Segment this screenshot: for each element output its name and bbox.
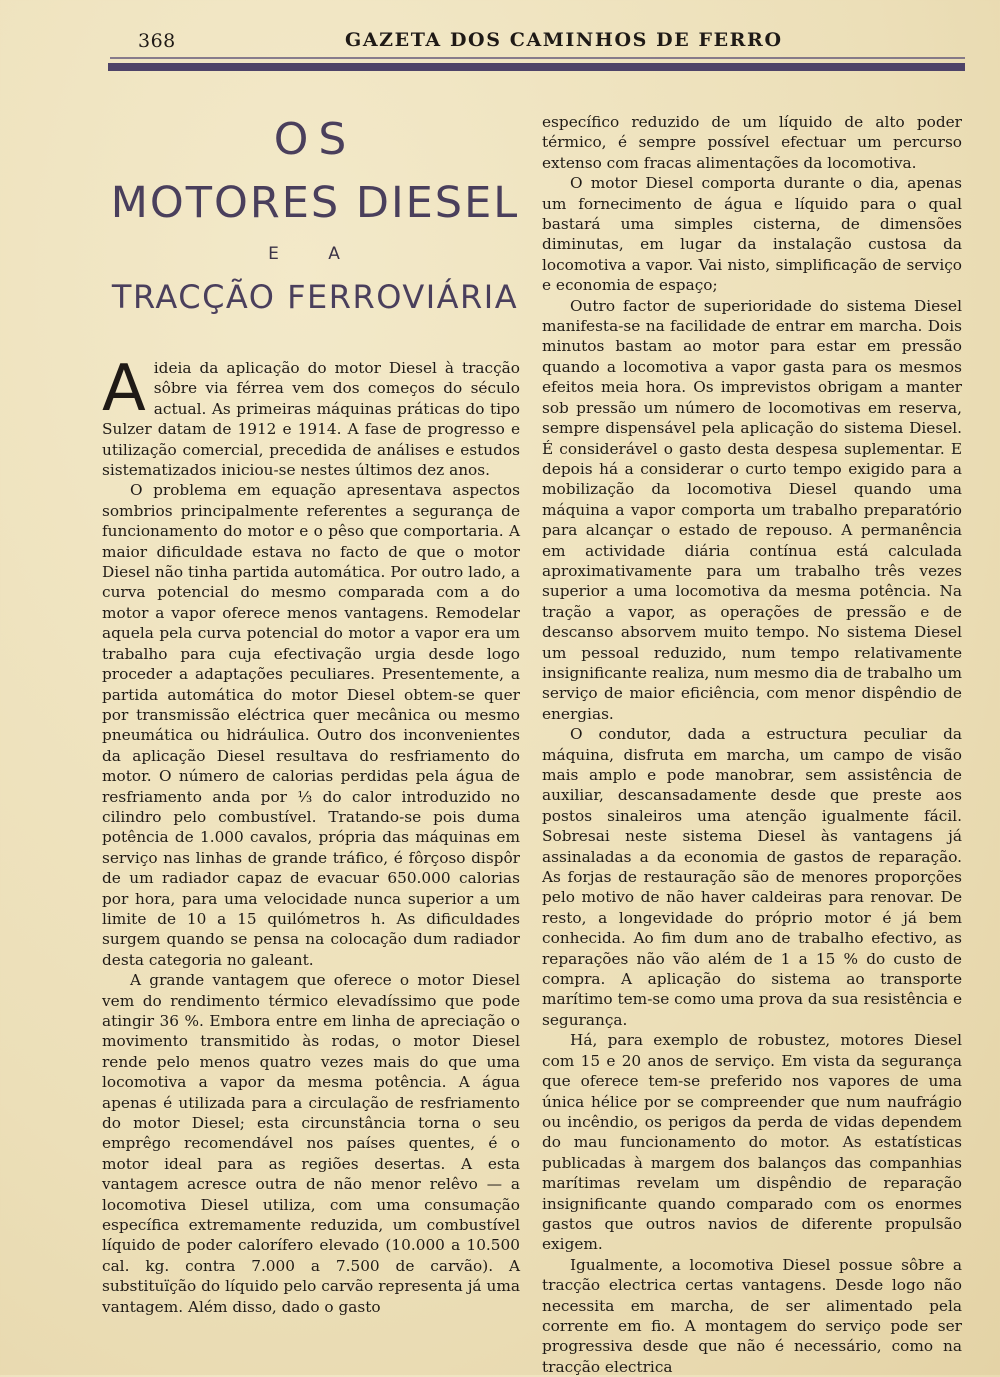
title-line-motores-diesel: MOTORES DIESEL [110, 178, 520, 228]
paragraph: O condutor, dada a estructura peculiar da máquina, disfruta em marcha, um campo de visão mais amplo e pode manobrar, sem assistência de auxiliar, descansadamente desde que preste aos postos sinaleiros uma atenção igualmente fácil. Sobresai neste sistema Diesel às vantagens já assinaladas a da economia de gastos de reparação. As forjas de restauração são de menores proporções pelo motivo de não haver caldeiras para renovar. De resto, a longevidade do próprio motor é já bem conhecida. Ao fim dum ano de trabalho efectivo, as reparações não vão além de 1 a 15 % do custo de compra. A aplicação do sistema ao transporte marítimo tem-se como uma prova da sua resistência e segurança. [542, 725, 962, 1029]
title-line-os: OS [273, 114, 357, 165]
drop-cap: A [102, 352, 146, 426]
page-number: 368 [138, 30, 176, 52]
paragraph-continued: específico reduzido de um líquido de alto poder térmico, é sempre possível efectuar um percurso extenso com fracas alimentações da locomotiva. [542, 113, 962, 172]
paragraph: Outro factor de superioridade do sistema Diesel manifesta-se na facilidade de entrar em marcha. Dois minutos bastam ao motor para estar em pressão quando a locomotiva a vapor gasta para os mesmos efeitos meia hora. Os imprevistos obrigam a manter sob pressão um número de locomotivas em reserva, sempre dispensável pela aplicação do sistema Diesel. É considerável o gasto desta despesa suplementar. E depois há a considerar o curto tempo exigido para a mobilização da locomotiva Diesel quando uma máquina a vapor comporta um trabalho preparatório para alcançar o estado de repouso. A permanência em actividade diária contínua está calculada aproximativamente para um trabalho três vezes superior a uma locomotiva da mesma potência. Na tração a vapor, as operações de pressão e de descanso absorvem muito tempo. No sistema Diesel um pessoal reduzido, num tempo relativamente insignificante realiza, num mesmo dia de trabalho um serviço de maior eficiência, com menor dispêndio de energias. [542, 296, 962, 723]
paragraph: Igualmente, a locomotiva Diesel possue sôbre a tracção electrica certas vantagens. Desde logo não necessita em marcha, de ser alimentado pela corrente em fio. A montagem do serviço pode ser progressiva desde que não é necessário, como na tracção electrica [542, 1255, 962, 1376]
title-line-traccao-ferroviaria: TRACÇÃO FERROVIÁRIA [111, 278, 519, 316]
paragraph: O problema em equação apresentava aspectos sombrios principalmente referentes a segurança de funcionamento do motor e o pêso que comportaria. A maior dificuldade estava no facto de que o motor Diesel não tinha partida automática. Por outro lado, a curva potencial do mesmo comparada com a do motor a vapor oferece menos vantagens. Remodelar aquela pela curva potencial do motor a vapor era um trabalho para cuja efectivação urgia desde logo proceder a adaptações peculiares. Presentemente, a partida automática do motor Diesel obtem-se quer por transmissão eléctrica quer mecânica ou mesmo pneumática ou hidráulica. Outro dos inconvenientes da aplicação Diesel resultava do resfriamento do motor. O número de calorias perdidas pela água de resfriamento anda por ⅓ do calor introduzido no cilindro pelo combustível. Tratando-se pois duma potência de 1.000 cavalos, própria das máquinas em serviço nas linhas de grande tráfico, é fôrçoso dispôr de um radiador capaz de evacuar 650.000 calorias por hora, para uma velocidade nunca superior a um limite de 10 a 15 quilómetros h. As dificuldades surgem quando se pensa na colocação dum radiador desta categoria no galeant. [102, 481, 520, 969]
paragraph: O motor Diesel comporta durante o dia, apenas um fornecimento de água e líquido para o qual bastará uma simples cisterna, de dimensões diminutas, em lugar da instalação custosa da locomotiva a vapor. Vai nisto, simplificação de serviço e economia de espaço; [542, 174, 962, 295]
header-rule-thick [108, 63, 965, 71]
paragraph: A grande vantagem que oferece o motor Diesel vem do rendimento térmico elevadíssimo que pode atingir 36 %. Embora entre em linha de apreciação o movimento transmitido às rodas, o motor Diesel rende pelo menos quatro vezes mais do que uma locomotiva a vapor da mesma potência. A água apenas é utilizada para a circulação de resfriamento do motor Diesel; esta circunstância torna o seu emprêgo recomendável nos países quentes, é o motor ideal para as regiões desertas. A esta vantagem acresce outra de não menor relêvo — a locomotiva Diesel utiliza, com uma consumação específica extremamente reduzida, um combustível líquido de poder calorífero elevado (10.000 a 10.500 cal. kg. contra 7.000 a 7.500 de carvão). A substituïção do líquido pelo carvão representa já uma vantagem. Além disso, dado o gasto [102, 971, 520, 1316]
paragraph-intro-text: ideia da aplicação do motor Diesel à tracção sôbre via férrea vem dos começos do século actual. As primeiras máquinas práticas do tipo Sulzer datam de 1912 e 1914. A fase de progresso e utilização comercial, precedida de análises e estudos sistematizados iniciou-se nestes últimos dez anos. [102, 359, 520, 480]
paragraph: Há, para exemplo de robustez, motores Diesel com 15 e 20 anos de serviço. Em vista da segurança que oferece tem-se preferido nos vapores de uma única hélice por se compreender que num naufrágio ou incêndio, os perigos da perda de vidas dependem do mau funcionamento do motor. As estatísticas publicadas à margem dos balanços das companhias marítimas revelam um dispêndio de reparação insignificante quando comparado com os enormes gastos que outros navios de diferente propulsão exigem. [542, 1031, 962, 1254]
header-rule-thin [110, 57, 965, 59]
left-column [102, 352, 520, 1317]
title-line-e-a: E A [268, 244, 362, 264]
running-title: GAZETA DOS CAMINHOS DE FERRO [345, 29, 783, 51]
right-column [542, 112, 962, 1377]
page-header [0, 0, 1000, 80]
paragraph-intro [102, 352, 520, 480]
article-title [100, 112, 530, 322]
